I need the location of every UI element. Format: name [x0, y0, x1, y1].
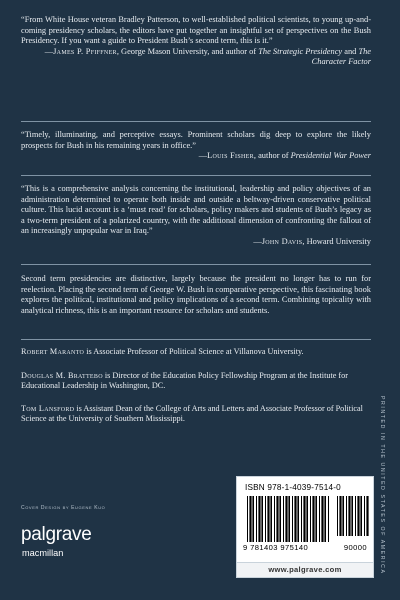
- quote-affiliation: , George Mason University, and author of: [116, 46, 259, 56]
- barcode-bar: [319, 496, 320, 542]
- divider-rule: [21, 175, 371, 176]
- barcode-bar: [328, 496, 329, 542]
- quote-joiner: and: [342, 46, 359, 56]
- barcode-digits: [243, 543, 369, 552]
- barcode-bar: [364, 496, 365, 536]
- endorsement-quote-2: [21, 130, 371, 162]
- barcode-panel: [236, 476, 374, 578]
- quote-author: Louis Fisher: [207, 151, 254, 161]
- price-barcode-bars: [337, 496, 369, 536]
- barcode-bar: [360, 496, 362, 536]
- quote-work-1: The Strategic Presidency: [258, 46, 343, 56]
- barcode-bar: [351, 496, 353, 536]
- endorsement-quote-1: [21, 15, 371, 68]
- editor-bio-text: is Director of the Education Policy Fellowship Program at the Institute for Educational Leadership in Washington, DC.: [21, 371, 348, 391]
- book-description: Second term presidencies are distinctive, largely because the president no longer has to run for reelection. Placing the second term of George W. Bush in comparative perspective, this fascinating book explores the political, institutional and policy implications of a second term. Combining topicality with analytical richness, this is an important resource for scholars and students.: [21, 274, 371, 315]
- barcode-bar: [337, 496, 338, 536]
- publisher-name: palgrave: [21, 524, 92, 545]
- barcode-bar: [283, 496, 284, 542]
- barcode-bar: [247, 496, 248, 542]
- barcode-bar: [294, 496, 296, 542]
- barcode-graphic: [245, 496, 369, 542]
- barcode-bar: [285, 496, 287, 542]
- publisher-website: www.palgrave.com: [237, 562, 373, 577]
- barcode-bar: [303, 496, 305, 542]
- barcode-bar: [315, 496, 317, 542]
- barcode-bar: [357, 496, 359, 536]
- barcode-bar: [288, 496, 290, 542]
- quote-affiliation: , Howard University: [302, 236, 371, 246]
- publisher-imprint: macmillan: [22, 548, 64, 558]
- barcode-bar: [256, 496, 257, 542]
- divider-rule: [21, 339, 371, 340]
- endorsement-quote-3: [21, 184, 371, 248]
- quote-text: “Timely, illuminating, and perceptive essays. Prominent scholars dig deep to explore the likely prospects for Bush in his remaining years in office.”: [21, 130, 371, 150]
- barcode-bar: [346, 496, 347, 536]
- barcode-bar: [342, 496, 344, 536]
- editor-bio-text: is Associate Professor of Political Science at Villanova University.: [84, 347, 304, 356]
- quote-work-2: The Character Factor: [311, 46, 371, 67]
- editor-bio-2: [21, 371, 376, 392]
- quote-attribution: —James P. Pfiffner, George Mason University, and author of The Strategic Presidency and The Character Factor: [44, 46, 371, 67]
- cover-design-credit: Cover Design by Eugene Kuo: [21, 505, 106, 511]
- editor-name: Robert Maranto: [21, 347, 85, 356]
- editor-name: Douglas M. Brattebo: [21, 371, 103, 380]
- quote-work-1: Presidential War Power: [290, 151, 371, 161]
- quote-text: “From White House veteran Bradley Patterson, to well-established political scientists, to young up-and-coming presidency scholars, the editors have put together an insightful set of perspectives on the Bush Presidency. If you want a guide to President Bush’s second term, this is it.”: [21, 15, 371, 46]
- barcode-bar: [301, 496, 302, 542]
- barcode-bar: [366, 496, 368, 536]
- quote-attribution: —John Davis, Howard University: [253, 236, 371, 246]
- barcode-bar: [321, 496, 323, 542]
- editor-bio-3: [21, 404, 376, 425]
- quote-author: John Davis: [261, 236, 303, 246]
- divider-rule: [21, 121, 371, 122]
- barcode-bar: [310, 496, 311, 542]
- barcode-bar: [274, 496, 275, 542]
- printed-in-notice: PRINTED IN THE UNITED STATES OF AMERICA: [379, 396, 385, 575]
- editor-name: Tom Lansford: [21, 404, 75, 413]
- quote-affiliation: , author of: [253, 151, 291, 161]
- barcode-bar: [270, 496, 272, 542]
- barcode-bar: [324, 496, 326, 542]
- barcode-bar: [249, 496, 251, 542]
- editor-bio-1: [21, 347, 376, 357]
- barcode-bar: [276, 496, 278, 542]
- quote-text: “This is a comprehensive analysis concerning the institutional, leadership and policy objectives of an administration determined to operate both inside and outside a beltway-driven conservative political culture. This lucid account is a ‘must read’ for scholars, policy makers and students of Bush’s legacy as a two-term president of a polarized country, with the additional dimension of confronting the fallout of an increasingly unpopular war in Iraq.”: [21, 184, 371, 236]
- quote-author: James P. Pfiffner: [53, 46, 117, 56]
- ean-digits: 9 781403 975140: [243, 543, 309, 552]
- barcode-bar: [312, 496, 314, 542]
- barcode-bar: [261, 496, 263, 542]
- divider-rule: [21, 264, 371, 265]
- barcode-bar: [252, 496, 254, 542]
- barcode-bar: [292, 496, 293, 542]
- barcode-bar: [297, 496, 299, 542]
- barcode-bar: [267, 496, 269, 542]
- isbn-text: ISBN 978-1-4039-7514-0: [245, 483, 341, 492]
- ean-barcode-bars: [247, 496, 329, 542]
- barcode-bar: [339, 496, 341, 536]
- publisher-logo: [21, 518, 91, 560]
- barcode-bar: [355, 496, 356, 536]
- quote-attribution: —Louis Fisher, author of Presidential War Power: [198, 151, 371, 161]
- price-code: 90000: [343, 543, 367, 552]
- barcode-bar: [258, 496, 260, 542]
- barcode-bar: [348, 496, 350, 536]
- barcode-bar: [306, 496, 308, 542]
- barcode-bar: [265, 496, 266, 542]
- editor-bio-text: is Assistant Dean of the College of Arts and Letters and Associate Professor of Political Science at the University of Southern Mississippi.: [21, 404, 363, 424]
- barcode-bar: [279, 496, 281, 542]
